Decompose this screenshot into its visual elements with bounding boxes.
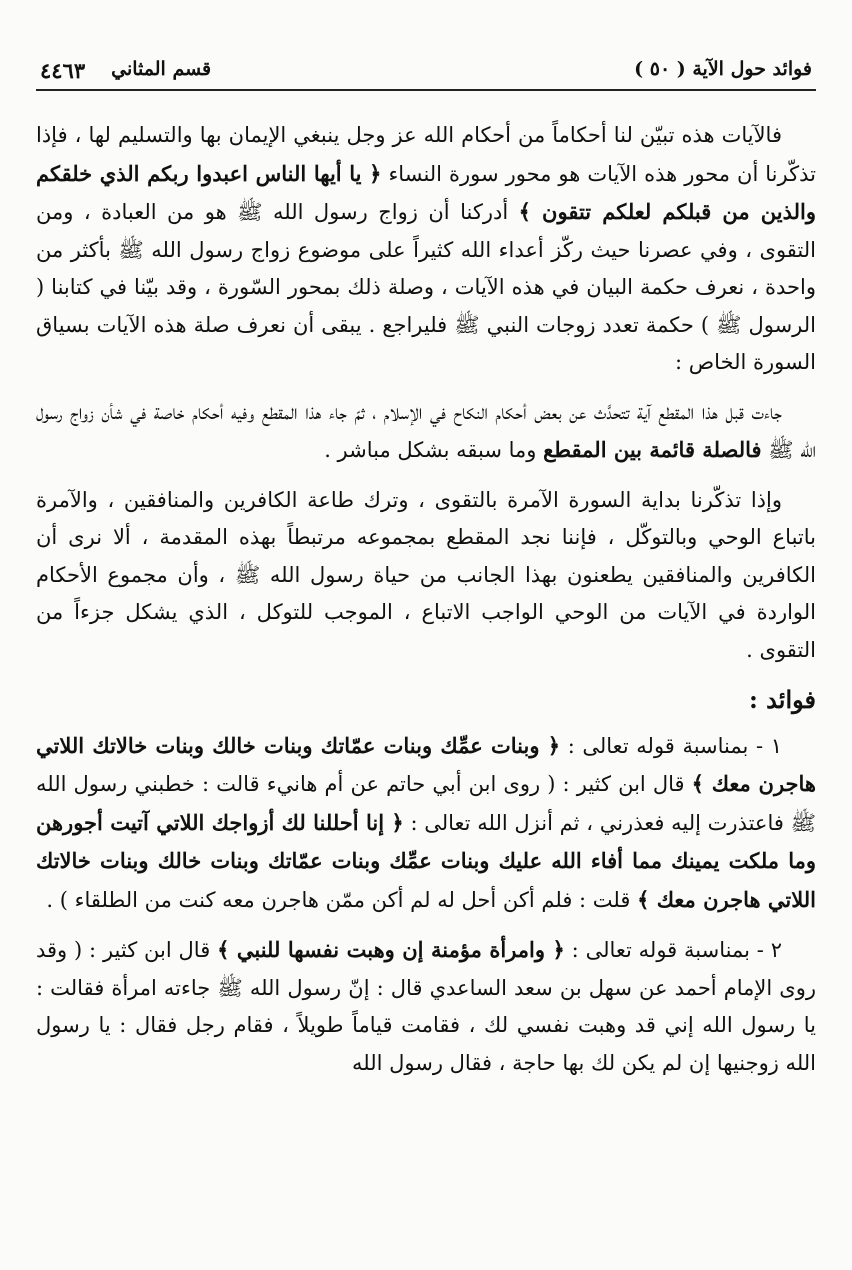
book-page <box>36 50 816 1260</box>
paragraph-text: قال ابن كثير : ( روى ابن أبي حاتم عن أم هانيء قالت : خطبني رسول الله ﷺ فاعتذرت إليه فعذرني ، ثم أنزل الله تعالى : <box>36 772 816 835</box>
paragraph-text: قلت : فلم أكن أحل له لم أكن ممّن هاجرن معه كنت من الطلقاء ) . <box>46 887 631 912</box>
quran-verse: ﴿ وبنات عمِّك وبنات عمّاتك وبنات خالك وبنات خالاتك اللاتي هاجرن معك ﴾ <box>36 732 816 796</box>
paragraph-text: جاءت قبل هذا المقطع آية تتحدَّث عن بعض أحكام النكاح في الإسلام ، ثمّ جاء هذا المقطع وفيه أحكام خاصة في شأن زواج رسول الله ﷺ <box>36 399 816 462</box>
page-header <box>36 50 816 91</box>
quran-verse: ﴿ إنا أحللنا لك أزواجك اللاتي آتيت أجورهن وما ملكت يمينك مما أفاء الله عليك وبنات عمِّك وبنات عمّاتك وبنات خالك وبنات خالاتك اللاتي هاجرن معك ﴾ <box>36 809 816 912</box>
paragraph-text: أدركنا أن زواج رسول الله ﷺ هو من العبادة ، ومن التقوى ، وفي عصرنا حيث ركّز أعداء الله كثيراً على موضوع زواج رسول الله ﷺ بأكثر من واحدة ، نعرف حكمة البيان في هذه الآيات ، وصلة ذلك بمحور السّورة ، وقد بيّنا في كتابنا ( الرسول ﷺ ) حكمة تعدد زوجات النبي ﷺ فليراجع . يبقى أن نعرف صلة هذه الآيات بسياق السورة الخاص : <box>36 200 816 374</box>
paragraph-text: قال ابن كثير : ( وقد روى الإمام أحمد عن سهل بن سعد الساعدي قال : إنّ رسول الله ﷺ جاءته امرأة فقالت : يا رسول الله إني قد وهبت نفسي لك ، فقامت قياماً طويلاً ، فقام رجل فقال : يا رسول الله زوجنيها إن لم يكن لك بها حاجة ، فقال رسول الله <box>36 938 816 1075</box>
item-lead: ٢ - بمناسبة قوله تعالى : <box>571 938 782 962</box>
chapter-title: فوائد حول الآية ( ٥٠ ) <box>634 58 812 80</box>
paragraph-1 <box>36 117 816 382</box>
fawaid-heading: فوائد : <box>748 685 816 714</box>
paragraph-text: فالآيات هذه تبيّن لنا أحكاماً من أحكام الله عز وجل ينبغي الإيمان بها والتسليم لها ، فإذا تذكّرنا أن محور هذه الآيات هو محور سورة النساء <box>36 123 816 186</box>
paragraph-text: وما سبقه بشكل مباشر . <box>324 438 537 462</box>
paragraph-3: وإذا تذكّرنا بداية السورة الآمرة بالتقوى ، وترك طاعة الكافرين والمنافقين ، والآمرة باتباع الوحي وبالتوكّل ، فإننا نجد المقطع بمجموعه مرتبطاً بهذه المقدمة ، ألا نرى أن الكافرين والمنافقين يطعنون بهذا الجانب من حياة رسول الله ﷺ ، وأن مجموع الأحكام الواردة في الآيات من الوحي الواجب الاتباع ، الموجب للتوكل ، الذي يشكل جزءاً من التقوى . <box>36 487 816 662</box>
page-number: ٤٤٦٣ <box>40 58 86 83</box>
bold-phrase: فالصلة قائمة بين المقطع <box>543 437 762 462</box>
quran-verse: ﴿ وامرأة مؤمنة إن وهبت نفسها للنبي ﴾ <box>217 937 565 962</box>
paragraph-2 <box>36 394 816 470</box>
quran-verse: ﴿ يا أيها الناس اعبدوا ربكم الذي خلقكم والذين من قبلكم لعلكم تتقون ﴾ <box>36 160 816 224</box>
page-body <box>36 117 816 1082</box>
section-name: قسم المثاني <box>111 58 212 80</box>
fawaid-item-2 <box>36 931 816 1082</box>
item-lead: ١ - بمناسبة قوله تعالى : <box>567 733 782 758</box>
fawaid-item-1 <box>36 727 816 920</box>
